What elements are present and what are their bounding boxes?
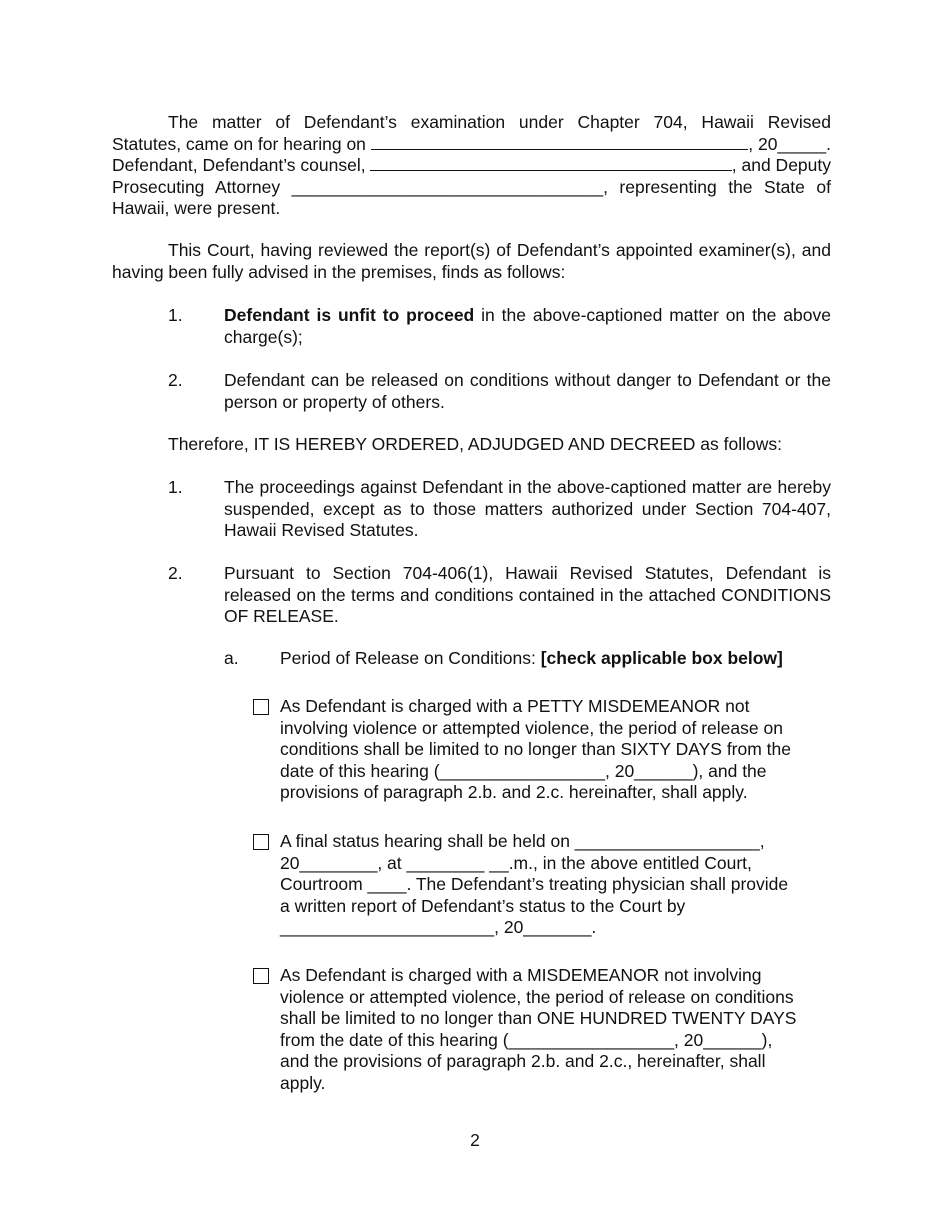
option-final-status-hearing: A final status hearing shall be held on ___________________, 20________, at ________ __.m., in the above entitled Court, Courtroom ____. The Defendant’s treating physician shall provide a written report of Defendant’s status to the Court by ______________________, 20_______. [112,831,831,939]
option-petty-misdemeanor: As Defendant is charged with a PETTY MISDEMEANOR not involving violence or attempted violence, the period of release on conditions shall be limited to no longer than SIXTY DAYS from the date of this hearing (_________________, 20______), and the provisions of paragraph 2.b. and 2.c. hereinafter, shall apply. [112,696,831,804]
hearing-date-blank[interactable] [371,134,749,150]
hearing-line-5: Hawaii, were present. [112,198,281,218]
hearing-line-1: The matter of Defendant’s examination under Chapter 704, Hawaii Revised [168,112,831,132]
hearing-line-4: Prosecuting Attorney ________________________________, representing the State of [112,176,831,197]
hearing-line-3: Defendant, Defendant’s counsel, , and Deputy [112,155,831,175]
hearing-paragraph [112,112,831,220]
order-intro: Therefore, IT IS HEREBY ORDERED, ADJUDGED AND DECREED as follows: [168,434,782,454]
sub-item-a: a. Period of Release on Conditions: [check applicable box below] [224,648,783,668]
option-misdemeanor: As Defendant is charged with a MISDEMEANOR not involving violence or attempted violence, the period of release on conditions shall be limited to no longer than ONE HUNDRED TWENTY DAYS from the date of this hearing (_________________, 20______), and the provisions of paragraph 2.b. and 2.c., hereinafter, shall apply. [112,965,831,1094]
page-number: 2 [470,1130,480,1150]
hearing-line-2: Statutes, came on for hearing on , 20_____. [112,133,831,154]
order-2: 2. Pursuant to Section 704-406(1), Hawaii Revised Statutes, Defendant is released on the terms and conditions contained in the attached CONDITIONS OF RELEASE. [168,563,831,626]
counsel-name-blank[interactable] [370,155,731,171]
final-status-hearing-checkbox[interactable] [253,834,269,850]
finding-1: 1. Defendant is unfit to proceed in the above-captioned matter on the above charge(s); [168,305,831,347]
petty-misdemeanor-checkbox[interactable] [253,699,269,715]
findings-intro: This Court, having reviewed the report(s) of Defendant’s appointed examiner(s), and having been fully advised in the premises, finds as follows: [112,240,831,282]
finding-2: 2. Defendant can be released on conditions without danger to Defendant or the person or property of others. [168,370,831,412]
order-1: 1. The proceedings against Defendant in the above-captioned matter are hereby suspended, except as to those matters authorized under Section 704-407, Hawaii Revised Statutes. [168,477,831,540]
misdemeanor-checkbox[interactable] [253,968,269,984]
